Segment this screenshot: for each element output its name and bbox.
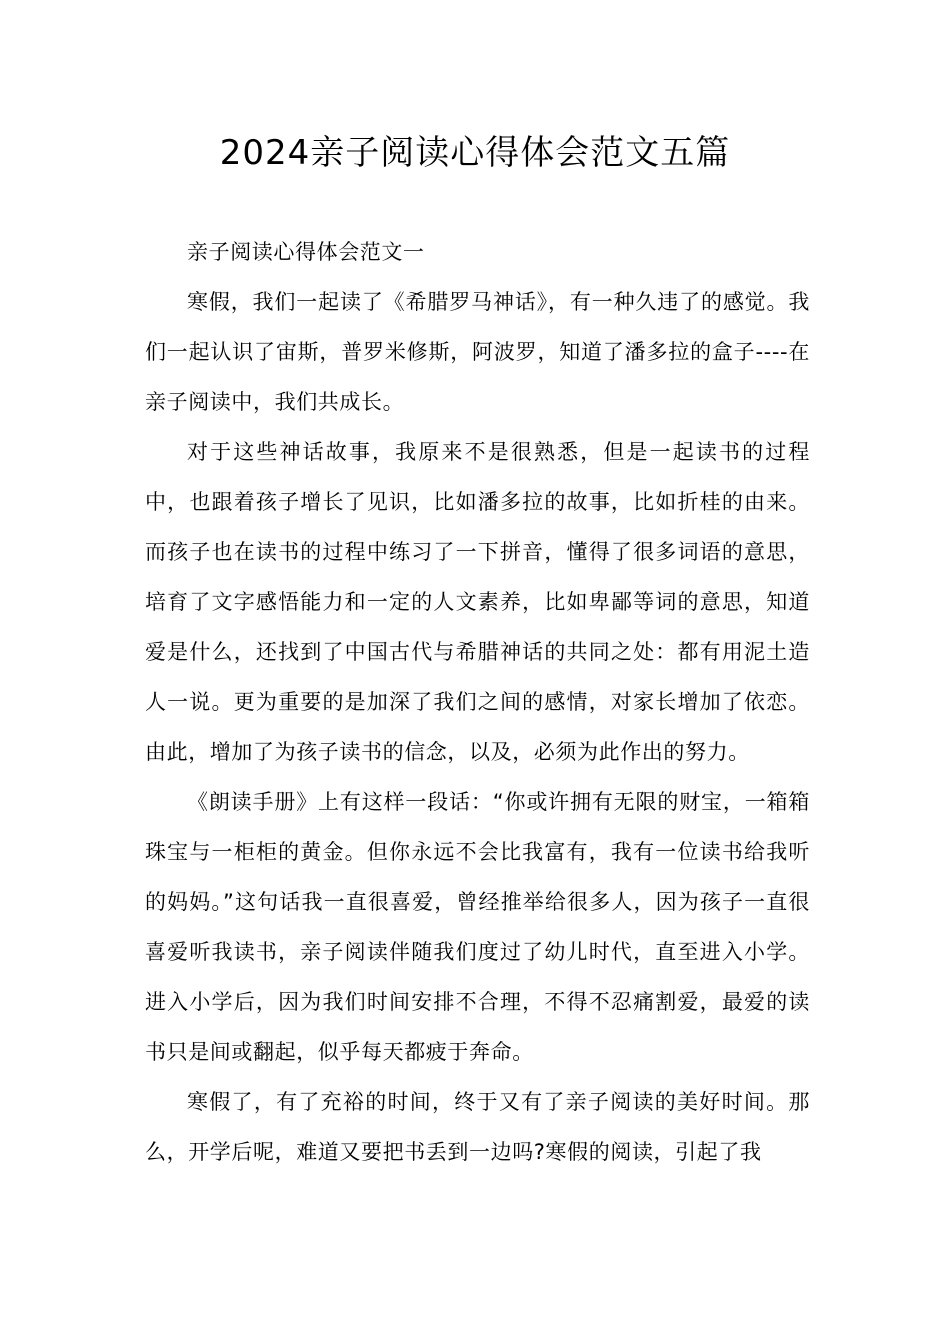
paragraph-1: 寒假，我们一起读了《希腊罗马神话》，有一种久违了的感觉。我们一起认识了宙斯，普罗米修斯，阿波罗，知道了潘多拉的盒子----在亲子阅读中，我们共成长。: [145, 290, 810, 414]
document-body: [145, 227, 810, 1177]
document-title: 2024亲子阅读心得体会范文五篇: [219, 133, 731, 173]
paragraph-4: 寒假了，有了充裕的时间，终于又有了亲子阅读的美好时间。那么，开学后呢，难道又要把书丢到一边吗?寒假的阅读，引起了我: [145, 1090, 810, 1164]
section-heading: 亲子阅读心得体会范文一: [187, 240, 425, 264]
paragraph-2: 对于这些神话故事，我原来不是很熟悉，但是一起读书的过程中，也跟着孩子增长了见识，比如潘多拉的故事，比如折桂的由来。而孩子也在读书的过程中练习了一下拼音，懂得了很多词语的意思，培育了文字感悟能力和一定的人文素养，比如卑鄙等词的意思，知道爱是什么，还找到了中国古代与希腊神话的共同之处：都有用泥土造人一说。更为重要的是加深了我们之间的感情，对家长增加了依恋。由此，增加了为孩子读书的信念，以及，必须为此作出的努力。: [145, 440, 810, 764]
paragraph-3: 《朗读手册》上有这样一段话：“你或许拥有无限的财宝，一箱箱珠宝与一柜柜的黄金。但你永远不会比我富有，我有一位读书给我听的妈妈。”这句话我一直很喜爱，曾经推举给很多人，因为孩子一直很喜爱听我读书，亲子阅读伴随我们度过了幼儿时代，直至进入小学。进入小学后，因为我们时间安排不合理，不得不忍痛割爱，最爱的读书只是间或翻起，似乎每天都疲于奔命。: [145, 790, 810, 1064]
